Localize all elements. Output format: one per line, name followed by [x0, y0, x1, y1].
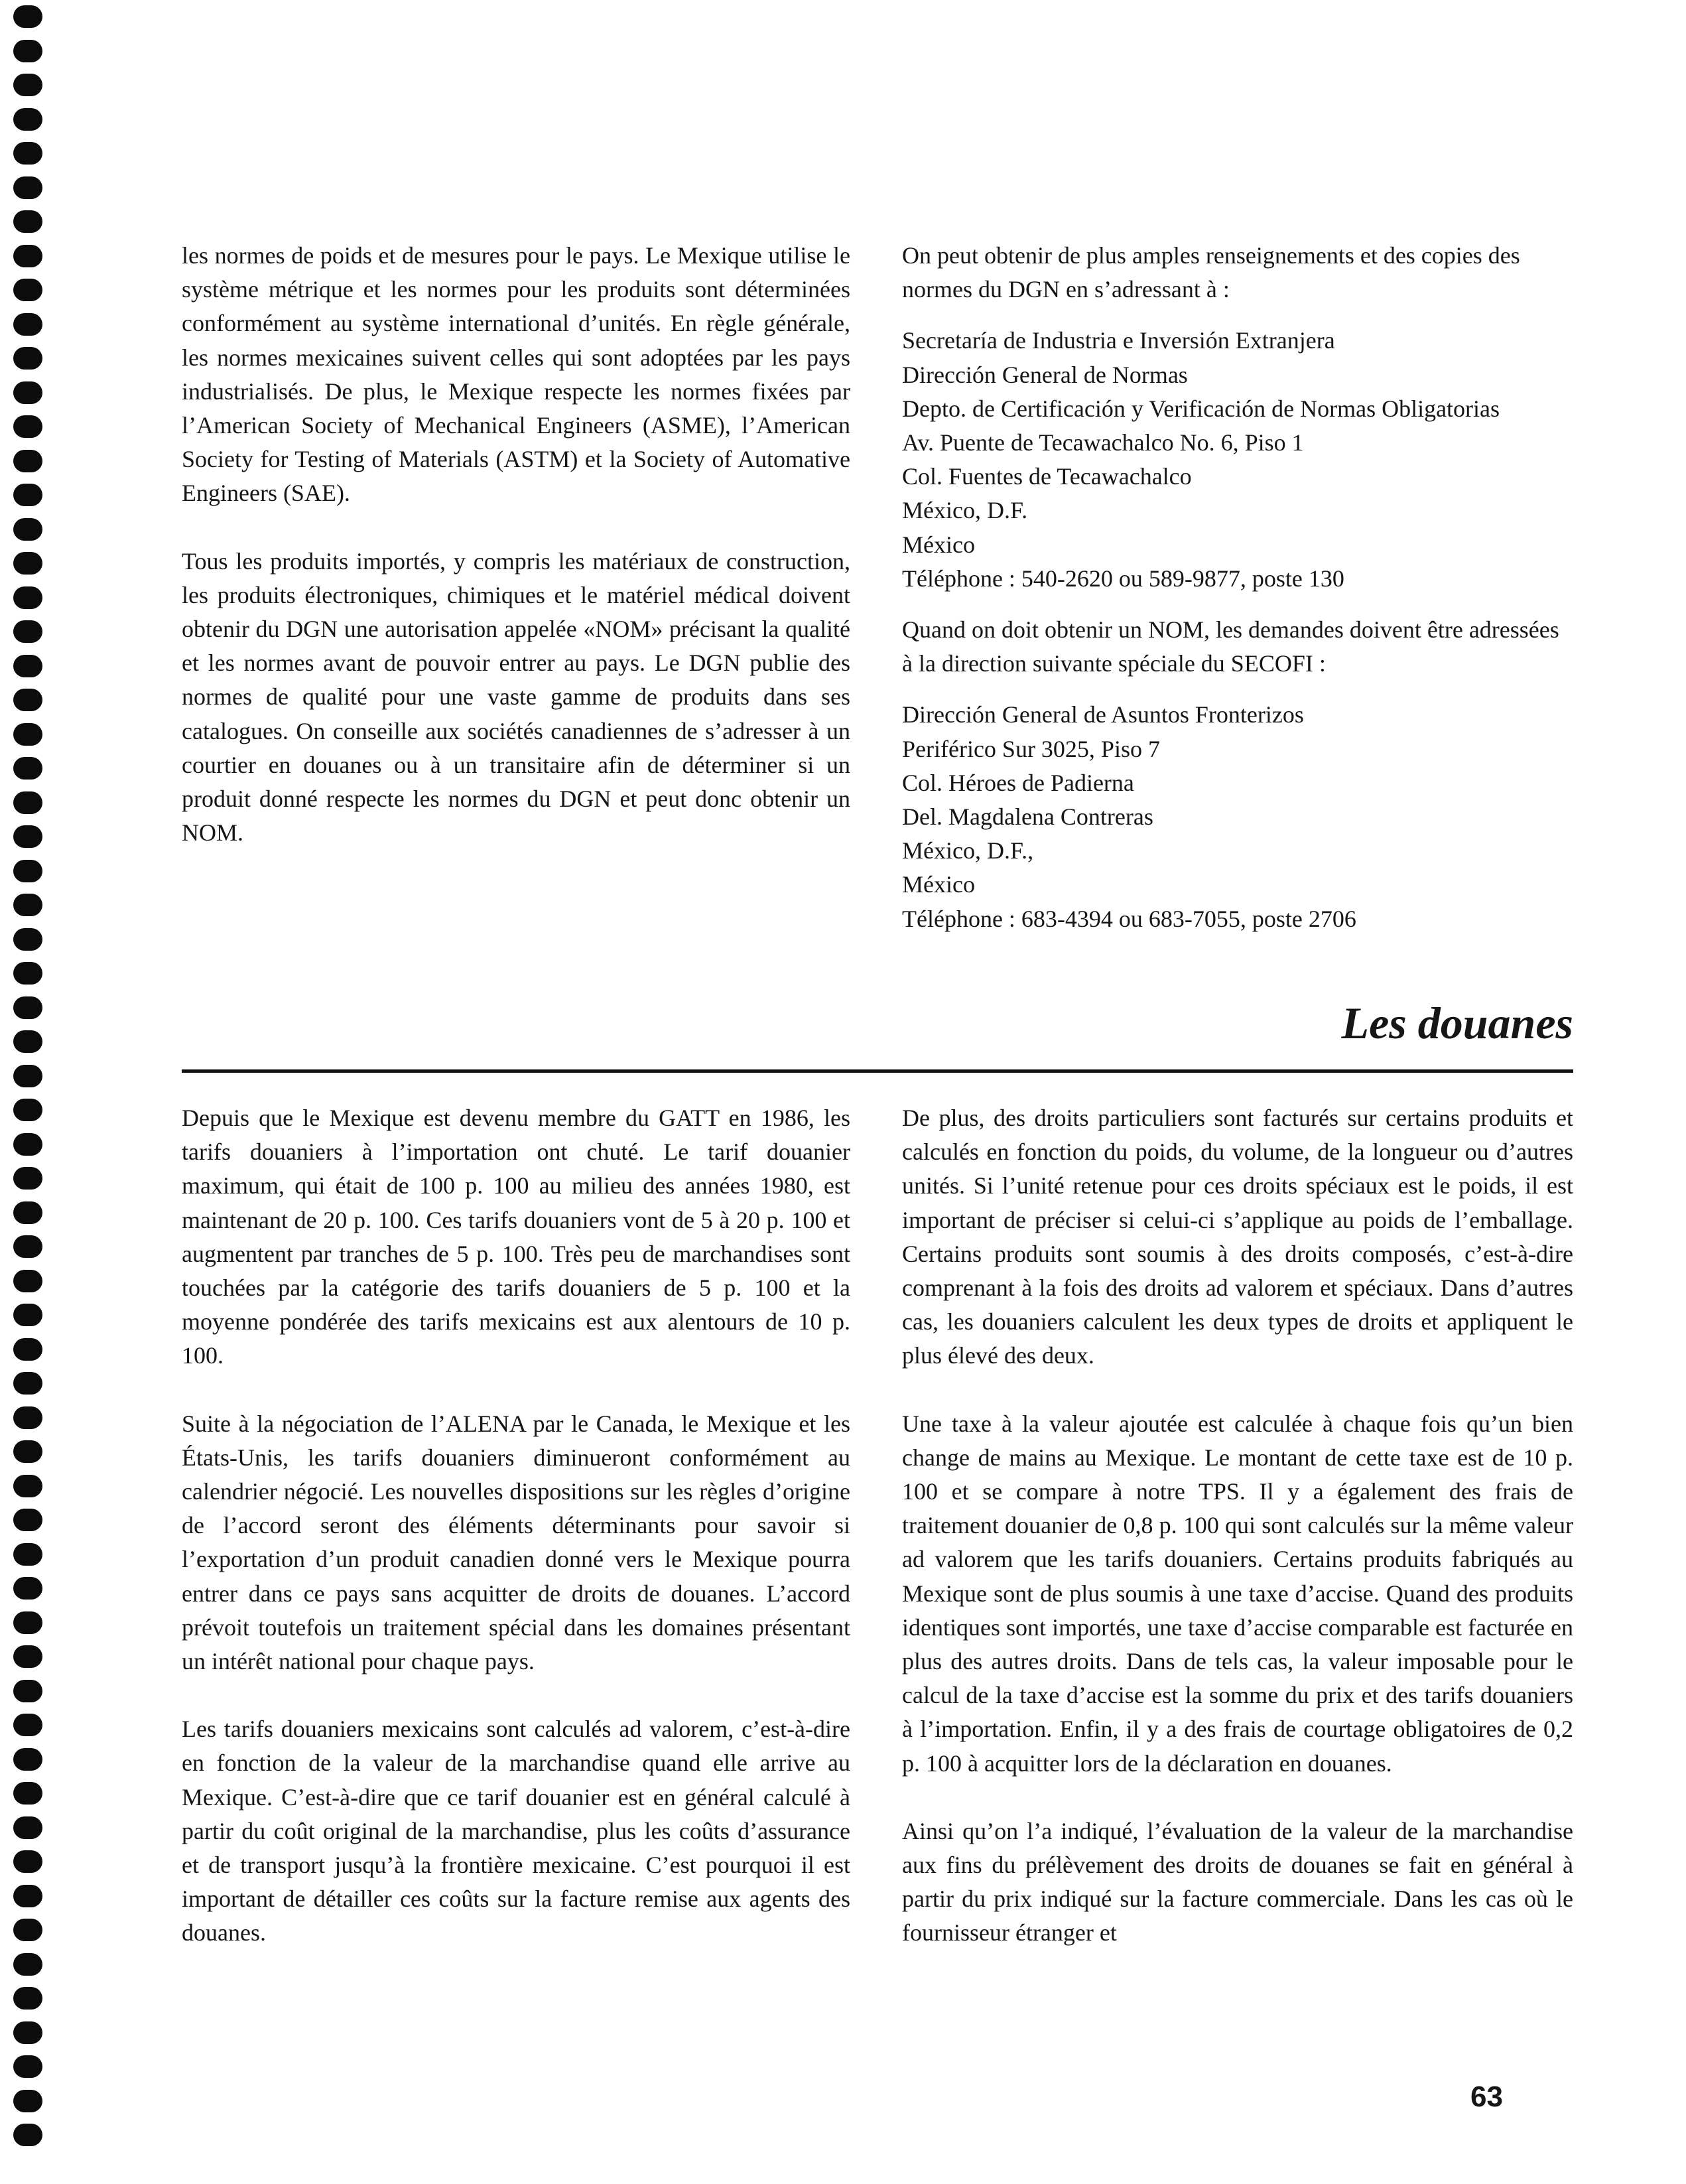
binding-hole: [13, 1304, 42, 1326]
binding-hole: [13, 518, 42, 541]
binding-hole: [13, 1748, 42, 1771]
binding-hole: [13, 210, 42, 233]
binding-hole: [13, 1919, 42, 1941]
paragraph: Ainsi qu’on l’a indiqué, l’évaluation de la valeur de la marchandise aux fins du prélèvement des droits de douanes se fait en général à partir du prix indiqué sur la facture commerciale. Dans les cas où le fournisseur étranger et: [902, 1817, 1573, 1946]
binding-hole: [13, 1133, 42, 1156]
binding-hole: [13, 1611, 42, 1634]
address-line: México: [902, 531, 975, 558]
binding-hole: [13, 245, 42, 267]
address-line: Téléphone : 683-4394 ou 683-7055, poste 2706: [902, 905, 1356, 932]
secofi-address-block: [902, 698, 1573, 935]
binding-hole: [13, 1543, 42, 1566]
address-line: Depto. de Certificación y Verificación de Normas Obligatorias: [902, 395, 1500, 422]
binding-hole: [13, 142, 42, 165]
binding-hole: [13, 40, 42, 62]
nom-request-intro: Quand on doit obtenir un NOM, les demandes doivent être adressées à la direction suivante spéciale du SECOFI :: [902, 616, 1559, 677]
binding-hole: [13, 1987, 42, 2010]
binding-hole: [13, 1338, 42, 1361]
binding-hole: [13, 176, 42, 199]
binding-hole: [13, 2055, 42, 2078]
paragraph: les normes de poids et de mesures pour le pays. Le Mexique utilise le système métrique et les normes pour les produits sont déterminées conformément au système international d’unités. En règle générale, les normes mexicaines suivent celles qui sont adoptées par les pays industrialisés. De plus, le Mexique respecte les normes fixées par l’American Society of Mechanical Engineers (ASME), l’American Society for Testing of Materials (ASTM) et la Society of Automative Engineers (SAE).: [182, 242, 850, 507]
binding-hole: [13, 1645, 42, 1668]
binding-hole: [13, 1030, 42, 1053]
binding-hole: [13, 74, 42, 96]
paragraph: Tous les produits importés, y compris les matériaux de construction, les produits électroniques, chimiques et le matériel médical doivent obtenir du DGN une autorisation appelée «NOM» précisant la qualité et les normes avant de pouvoir entrer au pays. Le DGN publie des normes de qualité pour une vaste gamme de produits dans ses catalogues. On conseille aux sociétés canadiennes de s’adresser à un courtier en douanes ou à un transitaire afin de déterminer si un produit donné respecte les normes du DGN et peut donc obtenir un NOM.: [182, 547, 850, 847]
binding-hole: [13, 1816, 42, 1839]
binding-hole: [13, 1099, 42, 1121]
binding-hole: [13, 552, 42, 575]
address-line: México: [902, 871, 975, 898]
binding-hole: [13, 279, 42, 301]
bottom-right-column: [902, 1101, 1573, 1950]
address-line: México, D.F.,: [902, 837, 1034, 864]
binding-hole: [13, 2090, 42, 2112]
paragraph: De plus, des droits particuliers sont facturés sur certains produits et calculés en fonction du poids, du volume, de la longueur ou d’autres unités. Si l’unité retenue pour ces droits spéciaux est le poids, il est important de préciser si celui-ci s’applique au poids de l’emballage. Certains produits sont soumis à des droits composés, c’est-à-dire comprenant à la fois des droits ad valorem et spéciaux. Dans d’autres cas, les douaniers calculent les deux types de droits et appliquent le plus élevé des deux.: [902, 1105, 1573, 1369]
binding-hole: [13, 450, 42, 472]
binding-hole: [13, 1953, 42, 1976]
address-line: Av. Puente de Tecawachalco No. 6, Piso 1: [902, 429, 1304, 456]
page-number: 63: [1470, 2081, 1503, 2113]
binding-hole: [13, 1167, 42, 1190]
binding-hole: [13, 1509, 42, 1531]
address-line: Col. Fuentes de Tecawachalco: [902, 463, 1192, 490]
binding-hole: [13, 825, 42, 848]
binding-hole: [13, 962, 42, 985]
binding-hole: [13, 313, 42, 336]
paragraph: Suite à la négociation de l’ALENA par le Canada, le Mexique et les États-Unis, les tarifs douaniers diminueront conformément au calendrier négocié. Les nouvelles dispositions sur les règles d’origine de l’accord seront des éléments déterminants pour savoir si l’exportation d’un produit canadien donné vers le Mexique pourra entrer dans ce pays sans acquitter de droits de douanes. L’accord prévoit toutefois un traitement spécial dans les domaines présentant un intérêt national pour chaque pays.: [182, 1410, 850, 1675]
binding-hole: [13, 1065, 42, 1087]
binding-hole: [13, 1850, 42, 1873]
binding-hole: [13, 5, 42, 28]
binding-hole: [13, 996, 42, 1019]
address-line: Periférico Sur 3025, Piso 7: [902, 735, 1160, 762]
paragraph: Depuis que le Mexique est devenu membre du GATT en 1986, les tarifs douaniers à l’importation ont chuté. Le tarif douanier maximum, qui était de 100 p. 100 au milieu des années 1980, est maintenant de 20 p. 100. Ces tarifs douaniers vont de 5 à 20 p. 100 et augmentent par tranches de 5 p. 100. Très peu de marchandises sont touchées par la catégorie des tarifs douaniers de 5 p. 100 et la moyenne pondérée des tarifs mexicains est aux alentours de 10 p. 100.: [182, 1105, 850, 1369]
dgn-address-block: [902, 324, 1573, 596]
binding-hole: [13, 1440, 42, 1463]
section-heading: Les douanes: [1341, 998, 1573, 1048]
address-line: Dirección General de Normas: [902, 361, 1188, 388]
binding-hole: [13, 1782, 42, 1805]
binding-hole: [13, 928, 42, 951]
address-line: Secretaría de Industria e Inversión Extranjera: [902, 327, 1335, 354]
binding-hole: [13, 2021, 42, 2044]
binding-hole: [13, 620, 42, 643]
address-line: Col. Héroes de Padierna: [902, 769, 1134, 796]
paragraph: Une taxe à la valeur ajoutée est calculée à chaque fois qu’un bien change de mains au Mexique. Le montant de cette taxe est de 10 p. 100 et se compare à notre TPS. Il y a également des frais de traitement douanier de 0,8 p. 100 qui sont calculés sur la même valeur ad valorem que les tarifs douaniers. Certains produits fabriqués au Mexique sont de plus soumis à une taxe d’accise. Quand des produits identiques sont importés, une taxe d’accise comparable est facturée en plus des autres droits. Dans de tels cas, la valeur imposable pour le calcul de la taxe d’accise est la somme du prix et des tarifs douaniers à l’importation. Enfin, il y a des frais de courtage obligatoires de 0,2 p. 100 à acquitter lors de la déclaration en douanes.: [902, 1410, 1573, 1777]
binding-hole: [13, 1201, 42, 1224]
top-right-column: [902, 239, 1573, 953]
binding-hole: [13, 381, 42, 404]
address-line: Téléphone : 540-2620 ou 589-9877, poste 130: [902, 565, 1344, 592]
binding-hole: [13, 689, 42, 711]
binding-hole: [13, 1475, 42, 1497]
binding-hole: [13, 757, 42, 780]
top-left-column: [182, 239, 850, 850]
binding-hole: [13, 1235, 42, 1258]
address-line: México, D.F.: [902, 497, 1028, 524]
spiral-binding: [13, 0, 42, 2184]
binding-hole: [13, 108, 42, 131]
binding-hole: [13, 1406, 42, 1429]
binding-hole: [13, 2124, 42, 2146]
contact-intro: On peut obtenir de plus amples renseignements et des copies des normes du DGN en s’adressant à :: [902, 242, 1520, 303]
binding-hole: [13, 894, 42, 916]
binding-hole: [13, 415, 42, 438]
binding-hole: [13, 1714, 42, 1736]
binding-hole: [13, 484, 42, 506]
binding-hole: [13, 1680, 42, 1702]
binding-hole: [13, 1577, 42, 1600]
binding-hole: [13, 1885, 42, 1907]
binding-hole: [13, 860, 42, 882]
binding-hole: [13, 1372, 42, 1395]
binding-hole: [13, 1270, 42, 1292]
binding-hole: [13, 347, 42, 370]
binding-hole: [13, 586, 42, 609]
bottom-left-column: [182, 1101, 850, 1950]
address-line: Dirección General de Asuntos Fronterizos: [902, 701, 1304, 728]
section-divider: [182, 1069, 1573, 1073]
binding-hole: [13, 723, 42, 746]
binding-hole: [13, 655, 42, 677]
binding-hole: [13, 791, 42, 814]
address-line: Del. Magdalena Contreras: [902, 803, 1153, 831]
paragraph: Les tarifs douaniers mexicains sont calculés ad valorem, c’est-à-dire en fonction de la valeur de la marchandise quand elle arrive au Mexique. C’est-à-dire que ce tarif douanier est en général calculé à partir du coût original de la marchandise, plus les coûts d’assurance et de transport jusqu’à la frontière mexicaine. C’est pourquoi il est important de détailler ces coûts sur la facture remise aux agents des douanes.: [182, 1716, 850, 1946]
